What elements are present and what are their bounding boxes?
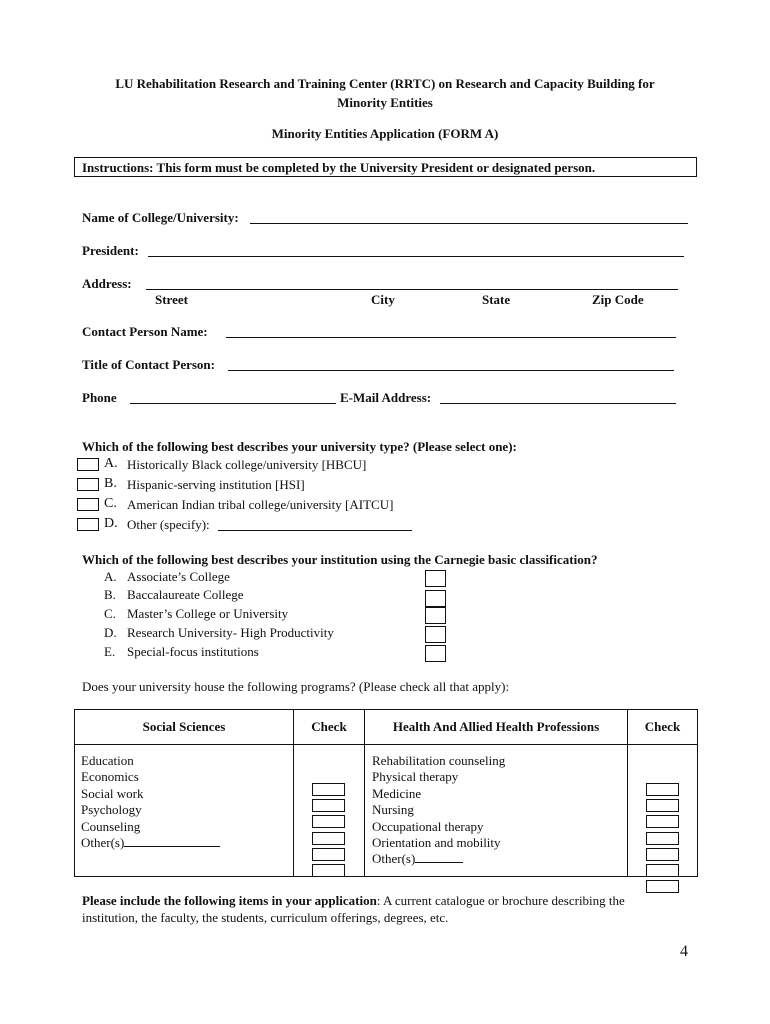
social-checkbox-economics[interactable] — [312, 799, 345, 812]
social-list-cell — [75, 745, 294, 877]
q1-other-input[interactable] — [218, 530, 412, 531]
q1-letter-d: D. — [104, 516, 118, 531]
health-list-cell — [365, 745, 628, 877]
q2-checkbox-a[interactable] — [425, 570, 446, 587]
social-checkbox-counseling[interactable] — [312, 848, 345, 861]
q1-letter-b: B. — [104, 476, 117, 491]
phone-label: Phone — [82, 390, 117, 405]
president-label: President: — [82, 243, 139, 258]
q1-option-b: Hispanic-serving institution [HSI] — [127, 477, 305, 492]
social-checkbox-social-work[interactable] — [312, 815, 345, 828]
q1-checkbox-a[interactable] — [77, 458, 99, 471]
col-check-1: Check — [294, 710, 365, 745]
q1-option-d: Other (specify): — [127, 517, 210, 532]
q2-letter-a: A. — [104, 569, 117, 584]
health-checkbox-occupational-therapy[interactable] — [646, 848, 679, 861]
page-number: 4 — [680, 943, 688, 960]
health-checkbox-physical-therapy[interactable] — [646, 799, 679, 812]
social-item-education: Education — [81, 753, 134, 768]
title-line-2: Minority Entities — [337, 95, 433, 110]
col-social-sciences: Social Sciences — [75, 710, 294, 745]
q2-option-b: Baccalaureate College — [127, 587, 244, 602]
q2-letter-c: C. — [104, 606, 116, 621]
health-item-other: Other(s) — [372, 851, 627, 867]
health-item-orientation-mobility: Orientation and mobility — [372, 835, 501, 851]
phone-input[interactable] — [130, 403, 336, 404]
q1-checkbox-c[interactable] — [77, 498, 99, 511]
address-state-label: State — [482, 292, 511, 307]
q2-checkbox-c[interactable] — [425, 607, 446, 624]
form-title: Minority Entities Application (FORM A) — [271, 126, 499, 141]
address-street-label: Street — [155, 292, 188, 307]
address-city-label: City — [371, 292, 395, 307]
address-zip-label: Zip Code — [592, 292, 644, 307]
social-checkbox-education[interactable] — [312, 783, 345, 796]
social-item-counseling: Counseling — [81, 818, 141, 834]
q3-question: Does your university house the following programs? (Please check all that apply): — [82, 679, 510, 694]
health-checkbox-orientation-mobility[interactable] — [646, 864, 679, 877]
health-check-cell — [628, 745, 698, 877]
col-check-2: Check — [628, 710, 698, 745]
social-item-social-work: Social work — [81, 785, 144, 801]
q2-checkbox-b[interactable] — [425, 590, 446, 607]
health-checkbox-rehab-counseling[interactable] — [646, 783, 679, 796]
q2-checkbox-e[interactable] — [425, 645, 446, 662]
q2-option-e: Special-focus institutions — [127, 644, 259, 659]
health-checkbox-nursing[interactable] — [646, 832, 679, 845]
q2-letter-d: D. — [104, 625, 117, 640]
include-instructions: Please include the following items in your application: A current catalogue or brochure describing the — [82, 893, 625, 908]
email-label: E-Mail Address: — [340, 390, 432, 405]
social-checkbox-other[interactable] — [312, 864, 345, 877]
q1-question: Which of the following best describes your university type? (Please select one): — [82, 439, 517, 454]
health-item-nursing: Nursing — [372, 802, 414, 818]
programs-table — [74, 709, 698, 877]
contact-input[interactable] — [226, 337, 676, 338]
q1-letter-a: A. — [104, 456, 118, 471]
address-label: Address: — [82, 276, 132, 291]
title-contact-label: Title of Contact Person: — [82, 357, 215, 372]
q2-letter-b: B. — [104, 587, 116, 602]
title-contact-input[interactable] — [228, 370, 674, 371]
q2-option-d: Research University- High Productivity — [127, 625, 334, 640]
health-checkbox-medicine[interactable] — [646, 815, 679, 828]
health-checkbox-other[interactable] — [646, 880, 679, 893]
president-input[interactable] — [148, 256, 684, 257]
q2-question: Which of the following best describes your institution using the Carnegie basic classification? — [82, 552, 598, 567]
q1-checkbox-b[interactable] — [77, 478, 99, 491]
q2-letter-e: E. — [104, 644, 116, 659]
social-checkbox-psychology[interactable] — [312, 832, 345, 845]
social-item-economics: Economics — [81, 769, 139, 785]
health-item-physical-therapy: Physical therapy — [372, 769, 459, 785]
q1-letter-c: C. — [104, 496, 117, 511]
q1-option-c: American Indian tribal college/university [AITCU] — [127, 497, 394, 512]
address-input[interactable] — [146, 289, 678, 290]
q2-checkbox-d[interactable] — [425, 626, 446, 643]
health-item-occupational-therapy: Occupational therapy — [372, 818, 484, 834]
title-line-1: LU Rehabilitation Research and Training Center (RRTC) on Research and Capacity Building for — [115, 76, 655, 91]
q2-option-c: Master’s College or University — [127, 606, 289, 621]
social-check-cell — [294, 745, 365, 877]
college-input[interactable] — [250, 223, 688, 224]
college-label: Name of College/University: — [82, 210, 239, 225]
instructions-text: Instructions: This form must be completed by the University President or designated person. — [82, 160, 596, 175]
contact-label: Contact Person Name: — [82, 324, 208, 339]
health-item-rehab-counseling: Rehabilitation counseling — [372, 753, 506, 768]
social-item-other: Other(s) — [81, 835, 293, 851]
col-health-professions: Health And Allied Health Professions — [365, 710, 628, 745]
social-item-psychology: Psychology — [81, 802, 142, 818]
q1-checkbox-d[interactable] — [77, 518, 99, 531]
email-input[interactable] — [440, 403, 676, 404]
health-item-medicine: Medicine — [372, 785, 422, 801]
q2-option-a: Associate’s College — [127, 569, 230, 584]
include-instructions-line2: institution, the faculty, the students, curriculum offerings, degrees, etc. — [82, 910, 449, 925]
q1-option-a: Historically Black college/university [HBCU] — [127, 457, 367, 472]
